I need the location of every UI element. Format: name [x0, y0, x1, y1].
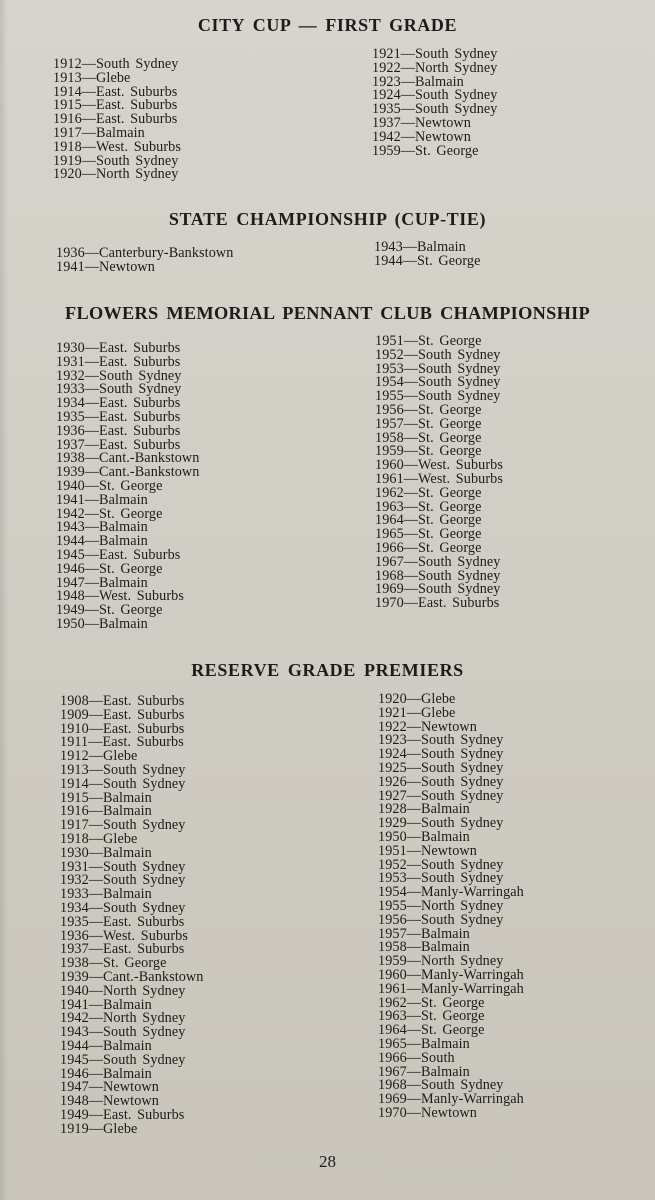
list-item: 1936—Canterbury-Bankstown: [56, 245, 234, 261]
list-item: 1968—South Sydney: [378, 1077, 504, 1094]
list-item: 1937—Newtown: [372, 114, 471, 131]
list-item: 1920—Glebe: [378, 691, 456, 707]
section-title-flowers-memorial: FLOWERS MEMORIAL PENNANT CLUB CHAMPIONSHIP: [64, 303, 590, 323]
list-item: 1942—Newtown: [372, 128, 471, 145]
list-item: 1962—St. George: [378, 994, 485, 1011]
list-item: 1970—Newtown: [378, 1104, 477, 1121]
list-item: 1953—South Sydney: [375, 360, 501, 377]
list-item: 1928—Balmain: [378, 801, 470, 818]
state-championship-right-column: [374, 241, 480, 269]
list-item: 1969—Manly-Warringah: [378, 1091, 524, 1108]
list-item: 1942—St. George: [56, 505, 163, 522]
list-item: 1958—St. George: [375, 429, 482, 446]
list-item: 1957—St. George: [375, 415, 482, 432]
list-item: 1947—Balmain: [56, 574, 148, 591]
list-item: 1922—North Sydney: [372, 59, 498, 76]
list-item: 1909—East. Suburbs: [60, 706, 185, 723]
list-item: 1949—East. Suburbs: [60, 1106, 185, 1123]
list-item: 1956—St. George: [375, 401, 482, 418]
list-item: 1954—Manly-Warringah: [378, 884, 524, 901]
list-item: 1943—Balmain: [374, 239, 466, 255]
list-item: 1954—South Sydney: [375, 374, 501, 391]
section-title-reserve-grade: RESERVE GRADE PREMIERS: [191, 660, 464, 680]
state-championship-left-column: [56, 247, 233, 275]
list-item: 1929—South Sydney: [378, 815, 504, 832]
list-item: 1944—Balmain: [60, 1037, 152, 1054]
list-item: 1917—Balmain: [53, 124, 145, 141]
list-item: 1919—South Sydney: [53, 152, 179, 169]
list-item: 1917—South Sydney: [60, 817, 186, 834]
list-item: 1941—Balmain: [56, 491, 148, 508]
list-item: 1938—Cant.-Bankstown: [56, 450, 200, 467]
list-item: 1913—Glebe: [53, 69, 131, 86]
list-item: 1939—Cant.-Bankstown: [60, 968, 204, 985]
list-item: 1938—St. George: [60, 955, 167, 972]
list-item: 1933—South Sydney: [56, 381, 182, 398]
list-item: 1910—East. Suburbs: [60, 720, 185, 737]
list-item: 1918—West. Suburbs: [53, 138, 181, 155]
list-item: 1943—Balmain: [56, 519, 148, 536]
list-item: 1915—East. Suburbs: [53, 97, 178, 114]
list-item: 1961—Manly-Warringah: [378, 980, 524, 997]
list-item: 1931—South Sydney: [60, 858, 186, 875]
list-item: 1923—South Sydney: [378, 732, 504, 749]
list-item: 1970—East. Suburbs: [375, 595, 500, 612]
list-item: 1935—East. Suburbs: [60, 913, 185, 930]
list-item: 1959—North Sydney: [378, 953, 504, 970]
list-item: 1927—South Sydney: [378, 787, 504, 804]
list-item: 1949—St. George: [56, 602, 163, 619]
list-item: 1945—East. Suburbs: [56, 546, 181, 563]
list-item: 1944—Balmain: [56, 533, 148, 550]
list-item: 1936—East. Suburbs: [56, 422, 181, 439]
list-item: 1960—Manly-Warringah: [378, 966, 524, 983]
list-item: 1932—South Sydney: [60, 872, 186, 889]
list-item: 1921—Glebe: [378, 704, 456, 721]
list-item: 1969—South Sydney: [375, 581, 501, 598]
flowers-memorial-right-column: [375, 335, 503, 611]
list-item: 1926—South Sydney: [378, 773, 504, 790]
list-item: 1920—North Sydney: [53, 166, 179, 183]
list-item: 1947—Newtown: [60, 1079, 159, 1096]
list-item: 1959—St. George: [375, 443, 482, 460]
list-item: 1939—Cant.-Bankstown: [56, 464, 200, 481]
list-item: 1924—South Sydney: [378, 746, 504, 763]
list-item: 1921—South Sydney: [372, 46, 498, 62]
list-item: 1922—Newtown: [378, 718, 477, 735]
list-item: 1945—South Sydney: [60, 1051, 186, 1068]
list-item: 1942—North Sydney: [60, 1010, 186, 1027]
list-item: 1963—St. George: [378, 1008, 485, 1025]
reserve-grade-right-column: [378, 693, 524, 1121]
flowers-memorial-left-column: [56, 342, 199, 632]
list-item: 1923—Balmain: [372, 73, 464, 90]
list-item: 1965—Balmain: [378, 1035, 470, 1052]
list-item: 1946—Balmain: [60, 1065, 152, 1082]
list-item: 1950—Balmain: [56, 615, 148, 632]
list-item: 1966—St. George: [375, 539, 482, 556]
list-item: 1934—East. Suburbs: [56, 395, 181, 412]
section-title-state-championship: STATE CHAMPIONSHIP (CUP-TIE): [168, 209, 487, 229]
list-item: 1963—St. George: [375, 498, 482, 515]
list-item: 1915—Balmain: [60, 789, 152, 806]
list-item: 1935—East. Suburbs: [56, 408, 181, 425]
list-item: 1937—East. Suburbs: [56, 436, 181, 453]
list-item: 1916—Balmain: [60, 803, 152, 820]
list-item: 1935—South Sydney: [372, 101, 498, 118]
list-item: 1936—West. Suburbs: [60, 927, 188, 944]
list-item: 1966—South: [378, 1049, 455, 1066]
list-item: 1951—St. George: [375, 333, 482, 349]
list-item: 1912—Glebe: [60, 748, 138, 765]
list-item: 1932—South Sydney: [56, 367, 182, 384]
list-item: 1968—South Sydney: [375, 567, 501, 584]
list-item: 1952—South Sydney: [378, 856, 504, 873]
list-item: 1916—East. Suburbs: [53, 111, 178, 128]
list-item: 1948—Newtown: [60, 1093, 159, 1110]
list-item: 1946—St. George: [56, 560, 163, 577]
list-item: 1965—St. George: [375, 526, 482, 543]
list-item: 1956—South Sydney: [378, 911, 504, 928]
list-item: 1930—East. Suburbs: [56, 340, 181, 356]
list-item: 1964—St. George: [375, 512, 482, 529]
list-item: 1962—St. George: [375, 484, 482, 501]
list-item: 1948—West. Suburbs: [56, 588, 184, 605]
reserve-grade-left-column: [60, 695, 203, 1137]
list-item: 1914—South Sydney: [60, 775, 186, 792]
list-item: 1913—South Sydney: [60, 761, 186, 778]
list-item: 1955—North Sydney: [378, 897, 504, 914]
list-item: 1933—Balmain: [60, 886, 152, 903]
list-item: 1953—South Sydney: [378, 870, 504, 887]
list-item: 1952—South Sydney: [375, 346, 501, 363]
list-item: 1955—South Sydney: [375, 388, 501, 405]
list-item: 1930—Balmain: [60, 844, 152, 861]
city-cup-left-column: [53, 58, 181, 182]
list-item: 1919—Glebe: [60, 1120, 138, 1137]
list-item: 1960—West. Suburbs: [375, 457, 503, 474]
list-item: 1908—East. Suburbs: [60, 693, 185, 709]
list-item: 1967—South Sydney: [375, 553, 501, 570]
list-item: 1918—Glebe: [60, 830, 138, 847]
list-item: 1958—Balmain: [378, 939, 470, 956]
page-number: 28: [319, 1152, 336, 1171]
section-title-city-cup: CITY CUP — FIRST GRADE: [197, 15, 458, 35]
list-item: 1934—South Sydney: [60, 899, 186, 916]
list-item: 1937—East. Suburbs: [60, 941, 185, 958]
list-item: 1940—North Sydney: [60, 982, 186, 999]
list-item: 1924—South Sydney: [372, 87, 498, 104]
list-item: 1940—St. George: [56, 477, 163, 494]
list-item: 1957—Balmain: [378, 925, 470, 942]
list-item: 1943—South Sydney: [60, 1024, 186, 1041]
list-item: 1961—West. Suburbs: [375, 470, 503, 487]
list-item: 1914—East. Suburbs: [53, 83, 178, 100]
list-item: 1941—Balmain: [60, 996, 152, 1013]
list-item: 1959—St. George: [372, 142, 479, 159]
list-item: 1967—Balmain: [378, 1063, 470, 1080]
city-cup-right-column: [372, 48, 498, 158]
list-item: 1912—South Sydney: [53, 56, 179, 72]
page-edge-shadow: [0, 0, 8, 1200]
list-item: 1944—St. George: [374, 252, 481, 269]
list-item: 1950—Balmain: [378, 828, 470, 845]
list-item: 1964—St. George: [378, 1022, 485, 1039]
list-item: 1951—Newtown: [378, 842, 477, 859]
list-item: 1931—East. Suburbs: [56, 353, 181, 370]
list-item: 1911—East. Suburbs: [60, 734, 184, 751]
list-item: 1941—Newtown: [56, 258, 155, 275]
list-item: 1925—South Sydney: [378, 759, 504, 776]
